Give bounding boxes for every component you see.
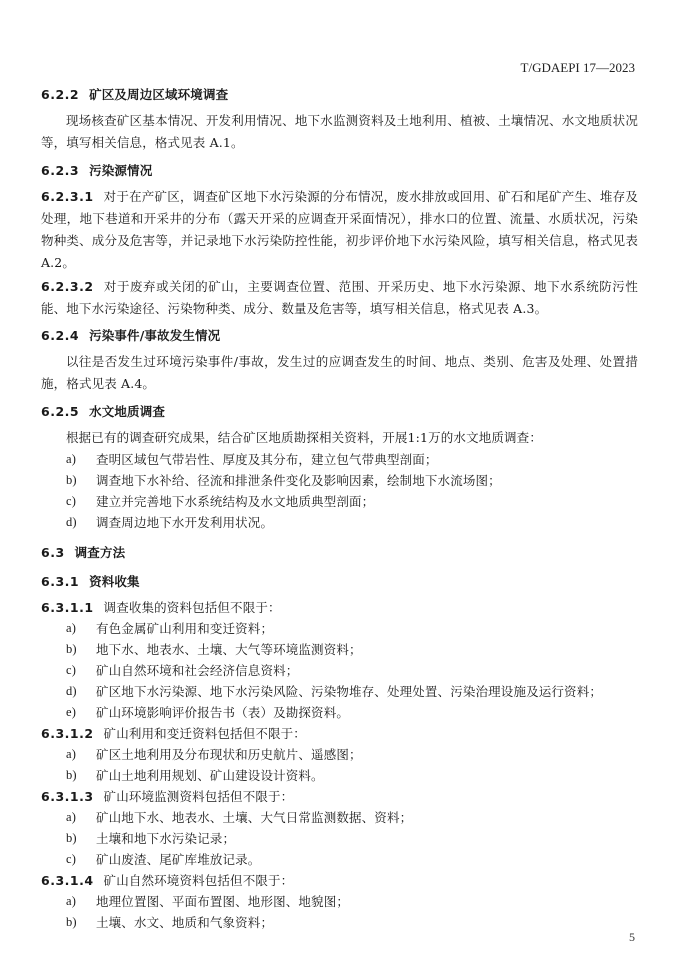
clause-text: 矿山利用和变迁资料包括但不限于： (103, 726, 306, 741)
section-title: 污染源情况 (89, 163, 153, 178)
clause-6-3-1-3-list (66, 807, 638, 870)
section-6-2-4-heading (41, 323, 638, 349)
list-text: 查明区域包气带岩性、厚度及其分布，建立包气带典型剖面； (96, 452, 438, 467)
list-letter: b) (66, 473, 77, 487)
clause-6-2-3-1 (41, 186, 638, 274)
section-6-3-heading (41, 540, 638, 566)
section-title: 水文地质调查 (89, 404, 165, 419)
section-6-2-2-heading (41, 82, 638, 108)
list-letter: c) (66, 852, 77, 866)
list-letter: a) (66, 621, 77, 635)
list-item (66, 912, 638, 933)
page-number: 5 (629, 930, 635, 944)
list-item (66, 765, 638, 786)
list-letter: a) (66, 894, 77, 908)
clause-text: 对于废弃或关闭的矿山，主要调查位置、范围、开采历史、地下水污染源、地下水系统防污性能、地下水污染途径、污染物种类、成分、数量及危害等，填写相关信息，格式见表 A.3。 (41, 279, 638, 316)
list-item (66, 849, 638, 870)
list-letter: c) (66, 494, 77, 508)
clause-6-3-1-1-list (66, 618, 638, 723)
clause-6-3-1-4 (41, 870, 638, 891)
document-id: T/GDAEPI 17—2023 (520, 60, 635, 75)
section-6-2-4-paragraph: 以往是否发生过环境污染事件/事故，发生过的应调查发生的时间、地点、类别、危害及处理、处置措施，格式见表 A.4。 (41, 354, 638, 391)
clause-text: 矿山环境监测资料包括但不限于： (103, 789, 294, 804)
list-text: 矿山废渣、尾矿库堆放记录。 (96, 852, 261, 867)
clause-6-3-1-4-list (66, 891, 638, 933)
list-item (66, 744, 638, 765)
list-text: 矿山自然环境和社会经济信息资料； (96, 663, 299, 678)
section-number: 6.3 (41, 545, 65, 560)
section-number: 6.2.3 (41, 163, 80, 178)
clause-number: 6.2.3.2 (41, 279, 94, 294)
list-text: 矿区地下水污染源、地下水污染风险、污染物堆存、处理处置、污染治理设施及运行资料； (96, 684, 603, 699)
list-item (66, 660, 638, 681)
list-item (66, 702, 638, 723)
list-text: 有色金属矿山利用和变迁资料； (96, 621, 274, 636)
list-letter: b) (66, 915, 77, 929)
list-letter: c) (66, 663, 77, 677)
clause-text: 调查收集的资料包括但不限于： (103, 600, 281, 615)
section-number: 6.2.2 (41, 87, 80, 102)
list-text: 矿区土地利用及分布现状和历史航片、遥感图； (96, 747, 362, 762)
section-title: 调查方法 (74, 545, 126, 560)
list-item (66, 639, 638, 660)
list-item (66, 512, 638, 533)
list-item (66, 828, 638, 849)
list-text: 土壤和地下水污染记录； (96, 831, 236, 846)
clause-text: 对于在产矿区，调查矿区地下水污染源的分布情况，废水排放或回用、矿石和尾矿产生、堆存及处理，地下巷道和开采井的分布（露天开采的应调查开采面情况），排水口的位置、流量、水质状况，污染物种类、成分及危害等，并记录地下水污染防控性能，初步评价地下水污染风险，填写相关信息，格式见表 A.2。 (41, 189, 638, 270)
clause-6-3-1-1 (41, 597, 638, 618)
list-text: 建立并完善地下水系统结构及水文地质典型剖面； (96, 494, 375, 509)
section-title: 矿区及周边区域环境调查 (89, 87, 229, 102)
list-text: 土壤、水文、地质和气象资料； (96, 915, 274, 930)
section-title: 资料收集 (89, 574, 140, 589)
clause-6-2-3-2 (41, 276, 638, 320)
list-letter: b) (66, 768, 77, 782)
section-6-2-5-intro: 根据已有的调查研究成果，结合矿区地质勘探相关资料，开展1:1万的水文地质调查： (66, 430, 542, 445)
clause-number: 6.3.1.3 (41, 789, 94, 804)
list-letter: b) (66, 831, 77, 845)
list-letter: a) (66, 452, 77, 466)
section-6-2-3-heading (41, 158, 638, 184)
list-item (66, 449, 638, 470)
list-text: 矿山环境影响评价报告书（表）及勘探资料。 (96, 705, 350, 720)
clause-6-3-1-2-list (66, 744, 638, 786)
document-body (41, 82, 638, 933)
section-6-2-5-list (66, 449, 638, 533)
list-text: 地理位置图、平面布置图、地形图、地貌图； (96, 894, 350, 909)
section-number: 6.3.1 (41, 574, 80, 589)
list-text: 地下水、地表水、土壤、大气等环境监测资料； (96, 642, 362, 657)
clause-number: 6.2.3.1 (41, 189, 94, 204)
clause-text: 矿山自然环境资料包括但不限于： (103, 873, 294, 888)
list-text: 调查地下水补给、径流和排泄条件变化及影响因素，绘制地下水流场图； (96, 473, 501, 488)
clause-6-3-1-2 (41, 723, 638, 744)
list-item (66, 491, 638, 512)
section-6-2-2-paragraph: 现场核查矿区基本情况、开发利用情况、地下水监测资料及土地利用、植被、土壤情况、水文地质状况等，填写相关信息，格式见表 A.1。 (41, 113, 638, 150)
list-letter: d) (66, 684, 77, 698)
section-6-3-1-heading (41, 569, 638, 595)
list-letter: a) (66, 747, 77, 761)
clause-number: 6.3.1.2 (41, 726, 94, 741)
list-letter: e) (66, 705, 77, 719)
list-text: 调查周边地下水开发利用状况。 (96, 515, 274, 530)
section-6-2-5-heading (41, 399, 638, 425)
list-item (66, 470, 638, 491)
list-item (66, 681, 638, 702)
section-number: 6.2.5 (41, 404, 80, 419)
list-letter: d) (66, 515, 77, 529)
list-item (66, 618, 638, 639)
section-title: 污染事件/事故发生情况 (89, 328, 221, 343)
clause-6-3-1-3 (41, 786, 638, 807)
list-text: 矿山地下水、地表水、土壤、大气日常监测数据、资料； (96, 810, 413, 825)
list-item (66, 891, 638, 912)
clause-number: 6.3.1.1 (41, 600, 94, 615)
list-text: 矿山土地利用规划、矿山建设设计资料。 (96, 768, 324, 783)
list-item (66, 807, 638, 828)
list-letter: a) (66, 810, 77, 824)
section-number: 6.2.4 (41, 328, 80, 343)
clause-number: 6.3.1.4 (41, 873, 94, 888)
list-letter: b) (66, 642, 77, 656)
